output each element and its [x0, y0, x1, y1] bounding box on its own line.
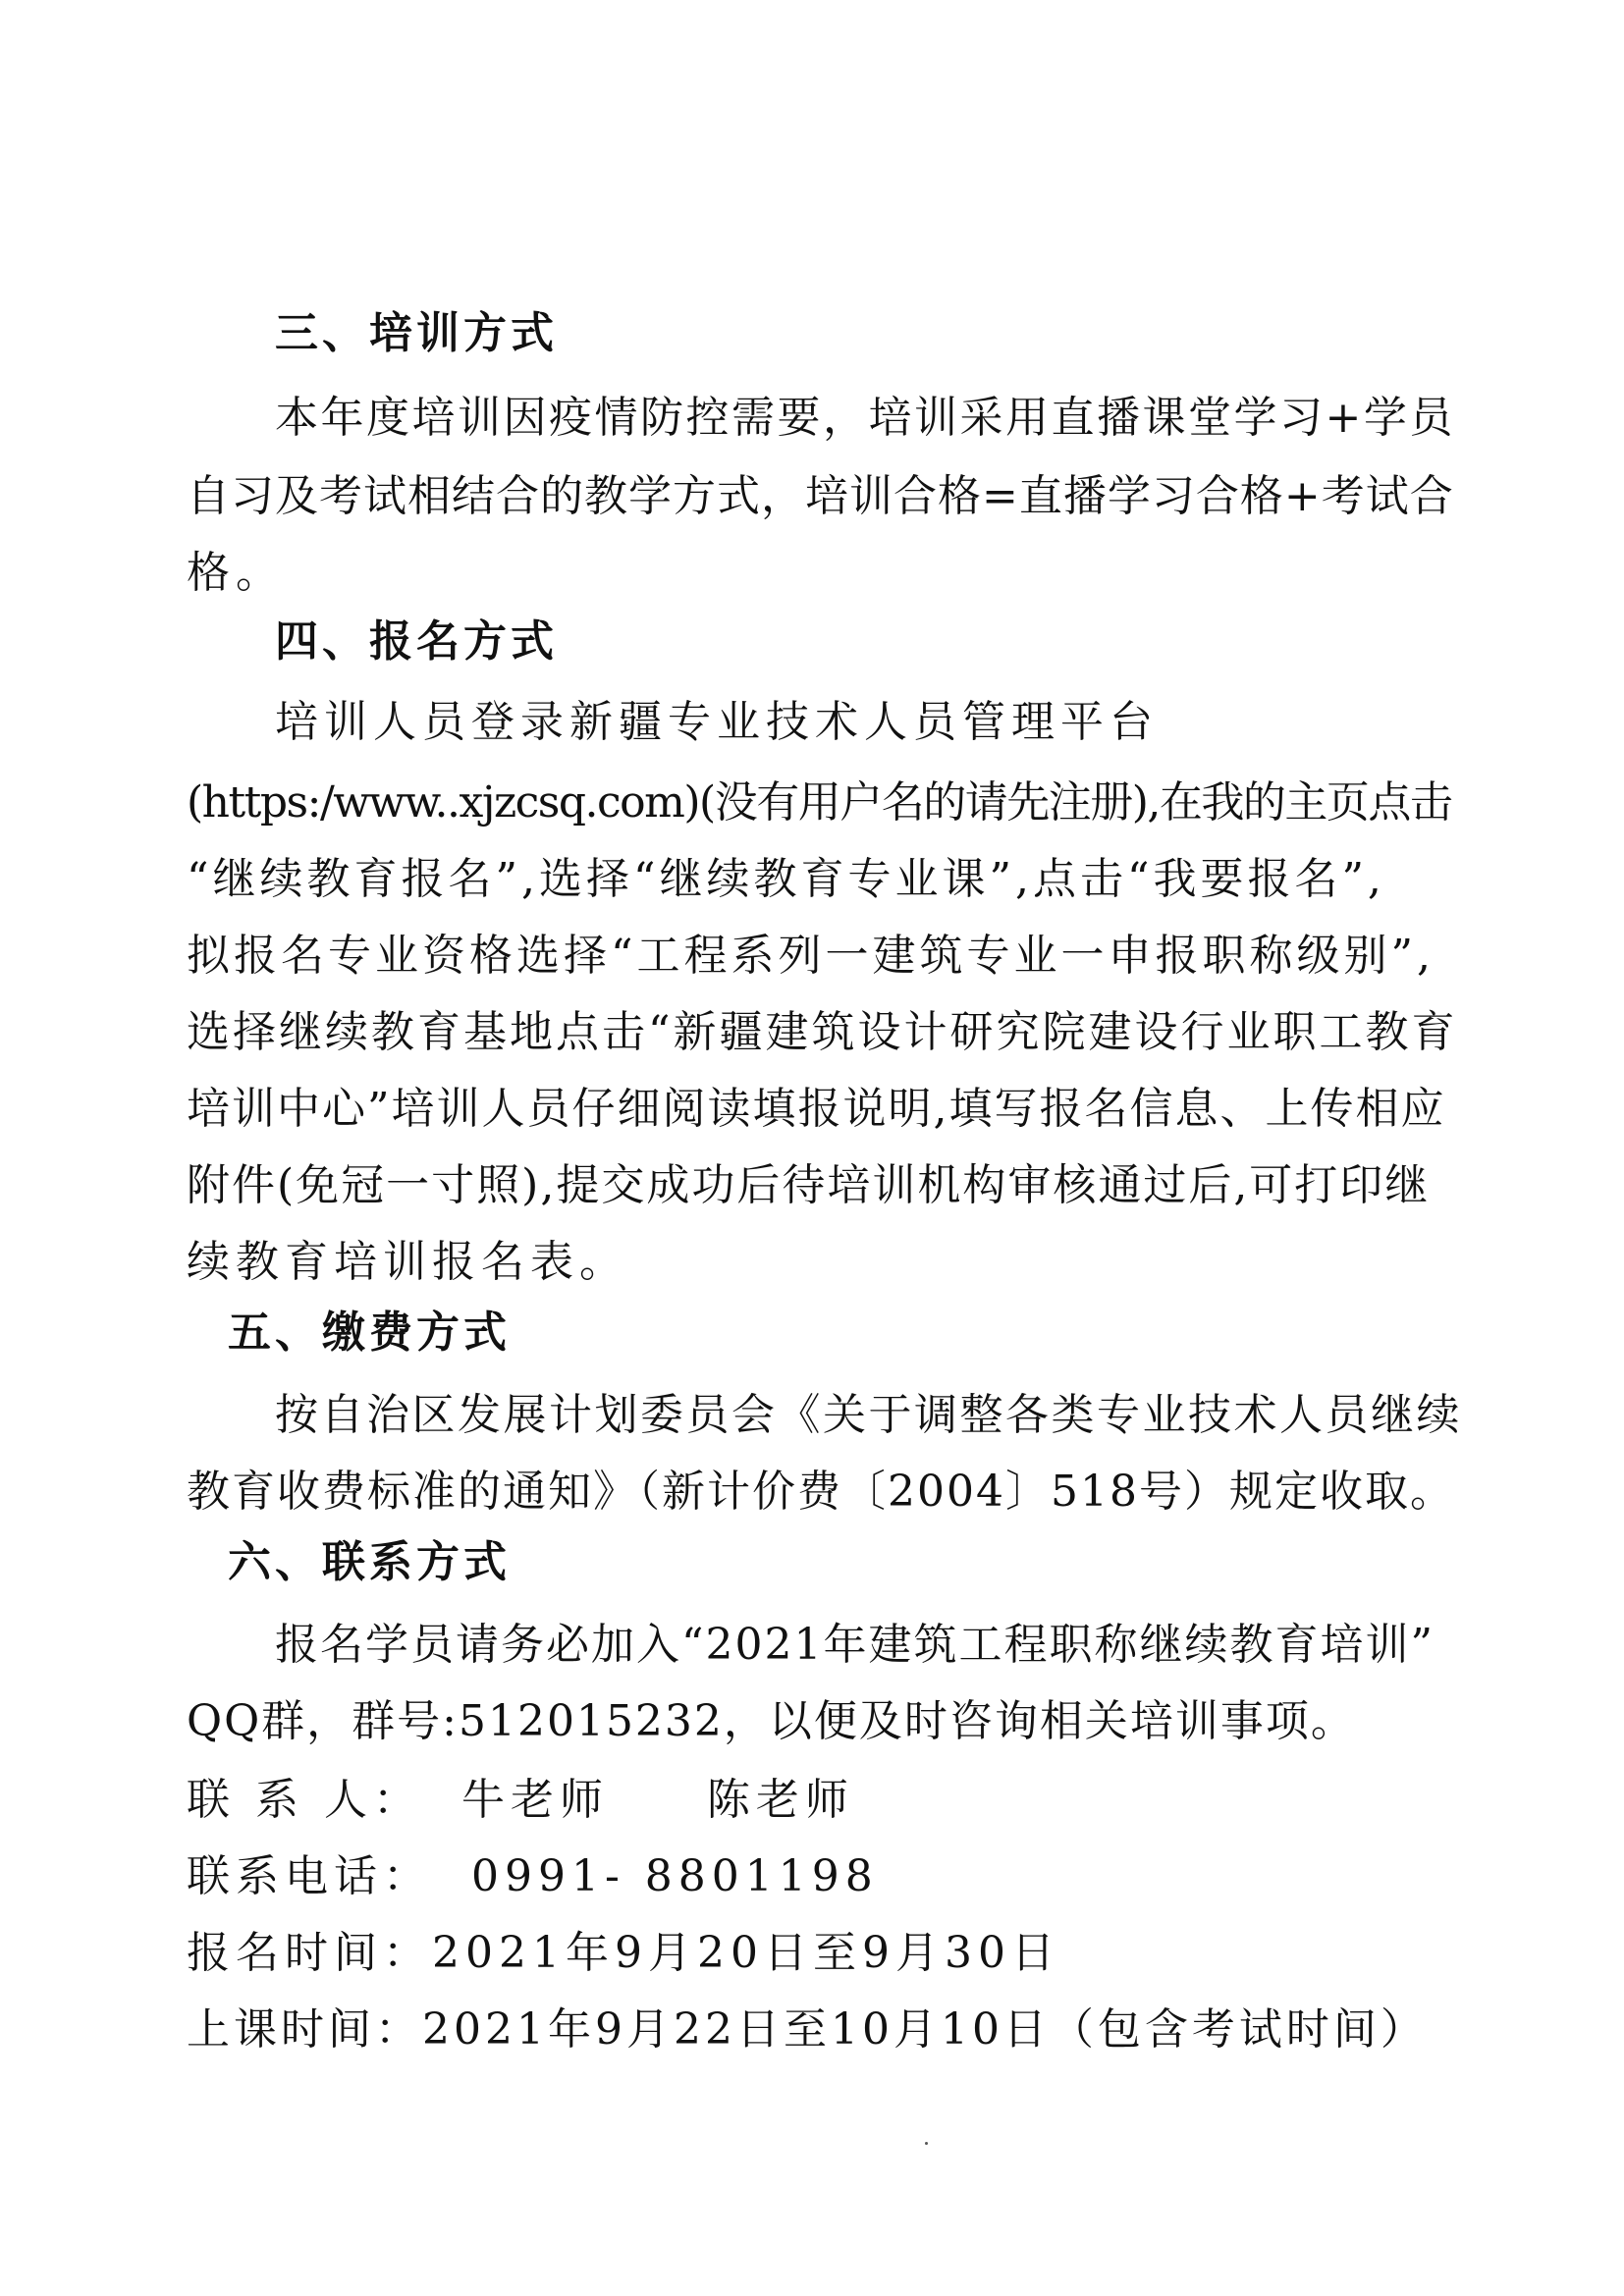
paragraph-line: 自习及考试相结合的教学方式，培训合格=直播学习合格+考试合 — [187, 471, 1454, 521]
paragraph-line: (https:/www..xjzcsq.com)(没有用户名的请先注册),在我的主页点击 — [187, 777, 1452, 828]
paragraph-line: 按自治区发展计划委员会《关于调整各类专业技术人员继续 — [275, 1390, 1462, 1440]
paragraph-line: 选择继续教育基地点击“新疆建筑设计研究院建设行业职工教育 — [187, 1007, 1458, 1057]
paragraph-line: 培训中心”培训人员仔细阅读填报说明,填写报名信息、上传相应 — [187, 1084, 1446, 1134]
section-heading-registration-method: 四、报名方式 — [275, 616, 558, 667]
contact-phone: 联系电话： 0991- 8801198 — [187, 1851, 879, 1901]
paragraph-line: 本年度培训因疫情防控需要，培训采用直播课堂学习+学员 — [275, 393, 1455, 443]
paragraph-line: 培训人员登录新疆专业技术人员管理平台 — [275, 697, 1159, 747]
paragraph-line: 附件(免冠一寸照),提交成功后待培训机构审核通过后,可打印继 — [187, 1160, 1431, 1210]
paragraph-line: 教育收费标准的通知》（新计价费〔2004〕518号）规定收取。 — [187, 1467, 1455, 1517]
scan-speck — [925, 2142, 928, 2145]
paragraph-line: 拟报名专业资格选择“工程系列一建筑专业一申报职称级别”, — [187, 931, 1435, 981]
paragraph-line: 格。 — [187, 548, 285, 598]
class-time: 上课时间：2021年9月22日至10月10日（包含考试时间） — [187, 2004, 1428, 2055]
paragraph-line: “继续教育报名”,选择“继续教育专业课”,点击“我要报名”, — [187, 854, 1385, 904]
paragraph-line: QQ群，群号:512015232，以便及时咨询相关培训事项。 — [187, 1696, 1356, 1746]
paragraph-line: 报名学员请务必加入“2021年建筑工程职称继续教育培训” — [275, 1620, 1435, 1670]
section-heading-contact-method: 六、联系方式 — [228, 1537, 511, 1587]
contact-person: 联 系 人： 牛老师 陈老师 — [187, 1775, 854, 1825]
paragraph-line: 续教育培训报名表。 — [187, 1237, 628, 1287]
section-heading-training-method: 三、培训方式 — [275, 308, 558, 358]
registration-time: 报名时间：2021年9月20日至9月30日 — [187, 1928, 1060, 1978]
section-heading-payment-method: 五、缴费方式 — [228, 1308, 511, 1358]
